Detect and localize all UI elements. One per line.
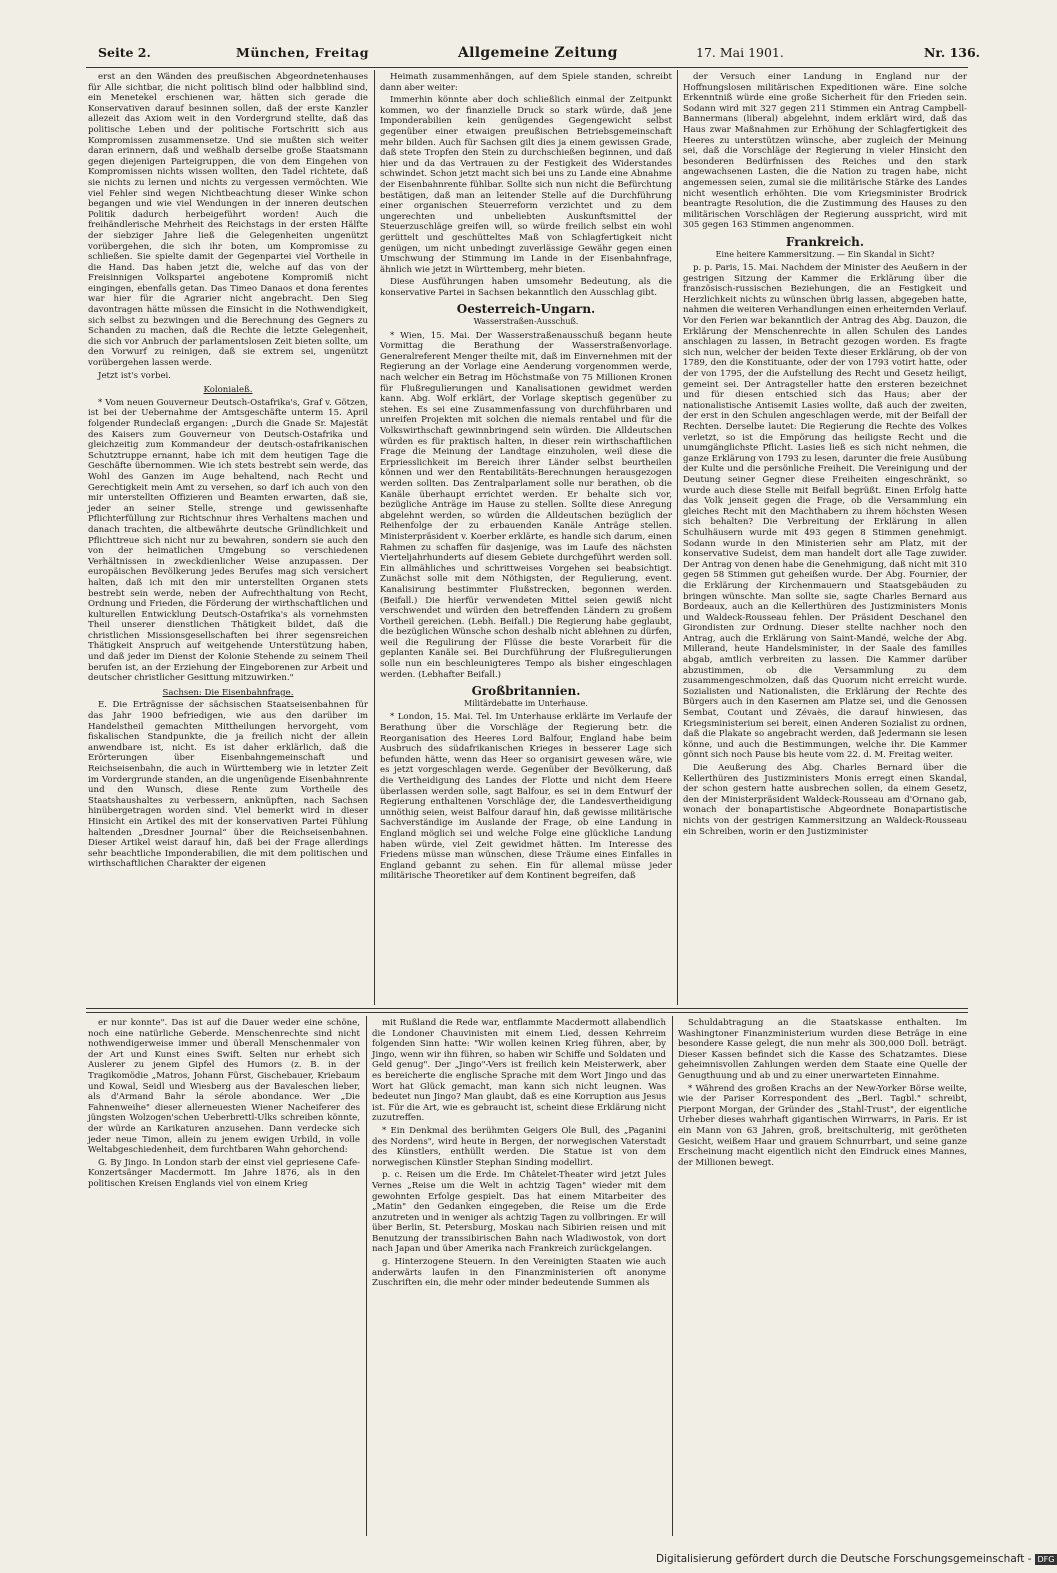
article-text: p. p. Paris, 15. Mai. Nachdem der Minister des Aeußern in der gestrigen Sitzung der Kammer die Erklärung über die französisch-russischen Beziehungen, die an Festigkeit und Herzlichkeit nichts zu wünschen übrig lassen, abgegeben hatte, nahmen die weiteren Verhandlungen einen erheiternden Verlauf. Vor den Ferien war bekanntlich der Antrag des Abg. Dauzon, die Erklärung der Menschenrechte in allen Schulen des Landes anschlagen zu lassen, in Betracht gezogen worden. Es fragte sich nun, welcher der beiden Texte dieser Erklärung, ob der von 1789, den die Konstituante, oder der von 1793 votirt hatte, oder der von 1795, der die Aufstellung des Recht und Gesetz heiligt, gemeint sei. Der Antragsteller hatte den ersteren bezeichnet und für diesen entschied sich das Haus; aber der nationalistische Antisemit Lasies wollte, daß auch der zweiten, der erst in den Schulen angeschlagen werde, mit der Beifall der Rechten. Derselbe lautet: Die Regierung die Rechte des Volkes verletzt, so ist die Empörung das heiligste Recht und die unumgänglichste Pflicht. Lasies ließ es sich nicht nehmen, die ganze Erklärung von 1793 zu lesen, darunter die freie Ausübung der Kulte und die persönliche Freiheit. Die Vereinigung und der Deutung seiner Gegner diese Freiheiten eingeschränkt, so wurde auch diese Stelle mit Beifall begrüßt. Einen Erfolg hatte das Volk jenseit gegen die Frage, ob die Versammlung ein gleiches Recht mit den Machthabern zu ihrem höchsten Wesen sich behalten? Die Verbreitung der Erklärung in allen Schulhäusern wurde mit 493 gegen 8 Stimmen genehmigt. Sodann wurde in den Ministerien sehr am Platz, mit der konservative Sudeist, dem man handelt dort alle Tage zuwider. Der Antrag von denen habe die Genehmigung, daß nicht mit 310 gegen 58 Stimmen gut geheißen wurde. Der Abg. Fournier, der die Erklärung der Kirchenmauern und Staatsgebäuden zu bringen wünschte. Man sollte sie, sagte Charles Bernard aus Bordeaux, auch an die Kellerthüren des Justizministers Monis und Waldeck-Rousseau fehlen. Der Präsident Deschanel den Girondisten zur Ordnung. Dieser stellte nachher noch den Antrag, auch die Erklärung von Saint-Mandé, welche der Abg. Millerand, heute Handelsminister, in der Saale des familles abgab, amtlich verbreiten zu lassen. Die Kammer darüber abzustimmen, ob die Versammlung zu dem zusammengeschmolzen, daß das Quorum nicht erreicht wurde. Sozialisten und Nationalisten, die Erklärung der Rechte des Bürgers auch in den Kasernen am Platze sei, und die Genossen Sembat, Coutant und Zévaès, die darauf hinwiesen, das Kriegsministerium sei bereit, einen Anderen Sozialist zu ordnen, daß die Plakate so angebracht werden, daß Jedermann sie lesen könne, und auch die Bestimmungen, welche ihr. Die Kammer gönnt sich noch Pause bis heute vom 22. d. M. Freitag weiter. (683, 263, 967, 761)
article-text: erst an den Wänden des preußischen Abgeordnetenhauses für Alle sichtbar, die nicht politisch blind oder halbblind sind, ein Menetekel erschienen war, hätten sich gerade die Konservativen darauf besinnen sollen, daß der erste Kanzler allezeit das Axiom weit in den Vordergrund stellte, daß das politische Leben und der politische Fortschritt sich aus Kompromissen zusammensetze. Und sie mußten sich weiter daran erinnern, daß und weßhalb derselbe große Staatsmann gegen diejenigen Parteigruppen, die von dem Eingehen von Kompromissen nichts wissen wollten, den Tadel richtete, daß sie nichts zu lernen und nichts zu vergessen vermöchten. Wie viel Fehler sind wegen Nichtbeachtung dieser Winke schon begangen und wie viel Wendungen in der inneren deutschen Politik dadurch herbeigeführt worden! Auch die freihändlerische Mehrheit des Reichstags in der ersten Hälfte der siebziger Jahre ließ die Gelegenheiten ungenützt vorübergehen, die sich ihr boten, um Kompromisse zu schließen. Sie spielte damit der Gegenpartei viel Vortheile in die Hand. Das haben jetzt die, welche auf das von der Freisinnigen Volkspartei angebotene Kompromiß nicht eingingen, ebenfalls getan. Das Timeo Danaos et dona ferentes war hier für die Agrarier nicht angebracht. Den Sieg davontragen hätte müssen die Einsicht in die Nothwendigkeit, sich selbst zu bezwingen und die Berechnung des Gegners zu Schanden zu machen, daß die Rechte die letzte Gelegenheit, die sich vor Anbruch der parlamentslosen Zeit bieten sollte, um den Vorwurf zu reinigen, daß sie extrem sei, ungenützt vorübergehen lassen werde. (88, 72, 368, 369)
credit-text: Digitalisierung gefördert durch die Deutsche Forschungsgemeinschaft - (656, 1553, 1032, 1565)
newspaper-title: Allgemeine Zeitung (458, 45, 618, 61)
page-number: Seite 2. (98, 45, 151, 60)
article-text: Diese Ausführungen haben umsomehr Bedeutung, als die konservative Partei in Sachsen bekanntlich den Ausschlag gibt. (380, 277, 672, 298)
article-text: * Vom neuen Gouverneur Deutsch-Ostafrika's, Graf v. Götzen, ist bei der Uebernahme der Amtsgeschäfte unterm 15. April folgender Rundeclaß ergangen: „Durch die Gnade Sr. Majestät des Kaisers zum Gouverneur von Deutsch-Ostafrika und gleichzeitig zum Kommandeur der deutsch-ostafrikanischen Schutztruppe ernannt, habe ich mit dem heutigen Tage die Geschäfte übernommen. Wie ich stets bestrebt sein werde, das Wohl des Ganzen im Auge behaltend, nach Recht und Gerechtigkeit mein Amt zu versehen, so darf ich auch von den mir unterstellten Offizieren und Beamten erwarten, daß sie, jeder an seiner Stelle, strenge und gewissenhafte Pflichterfüllung zur Richtschnur ihres Verhaltens machen und danach trachten, die altbewährte deutsche Gründlichkeit und Pflichttreue sich nicht nur zu bewahren, sondern sie auch den von der heimatlichen Umgebung so verschiedenen Verhältnissen in zweckdienlicher Weise anzupassen. Der europäischen Bevölkerung jedes Berufes mag sich versichert halten, daß ich mit den mir unterstellten Organen stets bestrebt sein werde, neben der Aufrechthaltung von Recht, Ordnung und Frieden, die Förderung der wirthschaftlichen und kulturellen Entwicklung Deutsch-Ostafrika's als vornehmsten Theil unserer dienstlichen Thätigkeit bildet, daß die christlichen Missionsgesellschaften bei ihrer segensreichen Thätigkeit Anspruch auf weitgehende Unterstützung haben, und daß jeder im Dienst der Kolonie Stehende zu seinem Theil berufen ist, an der Erziehung der Eingeborenen zur Arbeit und deutscher christlicher Gesittung mitzuwirken." (88, 397, 368, 684)
feuilleton-text: p. c. Reisen um die Erde. Im Châtelet-Theater wird jetzt Jules Vernes „Reise um die Welt in achtzig Tagen" wieder mit dem gewohnten Erfolge gespielt. Das hat einem Mitarbeiter des „Matin" den Gedanken eingegeben, die Reise um die Erde anzutreten und in weniger als achtzig Tagen zu vollbringen. Er will über Berlin, St. Petersburg, Moskau nach Sibirien reisen und mit Benutzung der transsibirischen Bahn nach Wladiwostok, von dort nach Japan und über Amerika nach Frankreich zurückgelangen. (372, 1170, 666, 1255)
section-heading-sachsen: Sachsen: Die Eisenbahnfrage. (162, 687, 294, 698)
article-text: * Wien, 15. Mai. Der Wasserstraßenausschuß begann heute Vormittag die Berathung der Wasserstraßenvorlage. Generalreferent Menger theilte mit, daß im Einvernehmen mit der Regierung an der Vorlage eine Aenderung vorgenommen werde, nach welcher ein Betrag im Höchstmaße von 75 Millionen Kronen für Flußregulierungen und Kanalisationen gewidmet werden kann. Abg. Wolf erklärt, der Vorlage skeptisch gegenüber zu stehen. Es sei eine Zusammenfassung von durchführbaren und unreifen Projekten mit solchen die niemals rentabel und für die Volkswirthschaft gewinnbringend sein würden. Die Alldeutschen würden es für praktisch halten, in dieser rein wirthschaftlichen Frage die Meinung der Landtage einzuholen, weil diese die Erpriesslichkeit im Bereich ihrer Länder selbst beurtheilen können und wer den Rentabilitäts-Berechnungen herausgezogen werden sollten. Das Zentralparlament solle nur berathen, ob die Kanäle überhaupt errichtet werden. Er behalte sich vor, bezügliche Anträge im Hause zu stellen. Sollte diese Anregung abgelehnt werden, so würden die Alldeutschen bezüglich der Reihenfolge der zu erbauenden Kanäle Anträge stellen. Ministerpräsident v. Koerber erklärte, es handle sich darum, einen Rahmen zu schaffen für dasjenige, was im Laufe des nächsten Vierteljahrhunderts auf diesem Gebiete durchgeführt werden soll. Ein allmähliches und schrittweises Vorgehen sei beabsichtigt. Zunächst solle mit dem Nöthigsten, der Regulierung, event. Kanalisirung bestimmter Flußstrecken, begonnen werden. (Beifall.) Die hierfür verwendeten Mittel seien gewiß nicht verschwendet und würden den betreffenden Ländern zu großem Vortheil gereichen. (Lebh. Beifall.) Die Regierung habe geglaubt, die bezüglichen Wünsche schon deshalb nicht ablehnen zu dürfen, weil die Regulirung der Flüsse die beste Vorarbeit für die geplanten Kanäle sei. Bei Durchführung der Flußregulierungen solle nun ein beschleunigteres Tempo als bisher eingeschlagen werden. (Lebhafter Beifall.) (380, 330, 672, 680)
article-text: Jetzt ist's vorbei. (98, 370, 172, 381)
column-3 (683, 72, 967, 1004)
column-1 (88, 72, 368, 1004)
feuilleton-rule-bottom (86, 1012, 968, 1013)
section-subheading-britain: Militärdebatte im Unterhause. (464, 698, 588, 708)
article-text: E. Die Erträgnisse der sächsischen Staatseisenbahnen für das Jahr 1900 befriedigen, wie aus den darüber im Handelstheil gemachten Mittheilungen hervorgeht, vom fiskalischen Standpunkte, die ja freilich nicht der allein anwendbare ist, nicht. Es ist daher erklärlich, daß die Erörterungen über Eisenbahngemeinschaft und Reichseisenbahn, die auch in Württemberg wie in letzter Zeit im Vordergrunde standen, an die ungenügende Eisenbahnrente und den Wunsch, diese Rente zum Vortheile des Staatshaushaltes zu verbessern, anknüpften, nach Sachsen hinübergetragen worden sind. Viel bemerkt wird in dieser Hinsicht ein Artikel des mit der konservativen Partei Fühlung haltenden „Dresdner Journal“ über die Reichseisenbahnen. Dieser Artikel weist darauf hin, daß bei der Frage allerdings sehr beachtliche Imponderabilien, die mit dem politischen und wirthschaftlichen Charakter der eigenen (88, 700, 368, 870)
section-subheading-austria: Wasserstraßen-Ausschuß. (473, 317, 579, 327)
feuilleton-divider-2 (672, 1016, 673, 1536)
dfg-logo: DFG (1035, 1554, 1057, 1565)
feuilleton-column-1 (88, 1018, 360, 1536)
feuilleton-text: mit Rußland die Rede war, entflammte Macdermott allabendlich die Londoner Chauvinisten mit einem Lied, dessen Kehrreim folgenden Sinn hatte: "Wir wollen keinen Krieg führen, aber, by Jingo, wenn wir ihn führen, so haben wir Schiffe und Soldaten und Geld genug". Der „Jingo"-Vers ist freilich kein Meisterwerk, aber es bereicherte die englische Sprache mit dem Wort Jingo und das Wort hat Glück gemacht, man kann sich nicht leugnen. Was bedeutet nun Jingo? Man glaubt, daß es eine Korruption aus Jesus ist. Für die Art, wie es gebraucht ist, scheint diese Erklärung nicht zuzutreffen. (372, 1018, 666, 1124)
section-heading-kolonial: Kolonialeß. (203, 385, 253, 396)
article-text: Immerhin könnte aber doch schließlich einmal der Zeitpunkt kommen, wo der finanzielle Druck so stark würde, daß jene Imponderabilien kein genügendes Gegengewicht selbst gegenüber einer etwaigen preußischen Betriebsgemeinschaft mehr bilden. Auch für Sachsen gilt dies ja einem gewissen Grade, daß stete Tropfen den Stein zu durchschießen beginnen, und daß hier und da das Vertrauen zu der Festigkeit des Widerstandes schwindet. Schon jetzt macht sich bei uns zu Lande eine Abnahme der Eisenbahnrente fühlbar. Sollte sich nun nicht die Befürchtung bestätigen, daß man an leitender Stelle auf die Durchführung einer organischen Steuerreform verzichtet und zu dem ungerechten und unbeliebten Auskunftsmittel der Steuerzuschläge greifen will, so würde freilich selbst ein wohl gerüttelt und geschütteltes Maß von Schlagfertigkeit nicht genügen, um nicht unbedingt zuverlässige Gewähr gegen einen Umschwung der Stimmung im Lande in der Eisenbahnfrage, ähnlich wie jetzt in Württemberg, mehr bieten. (380, 95, 672, 275)
feuilleton-text: G. By Jingo. In London starb der einst viel gepriesene Cafe-Konzertsänger Macdermott. Im Jahre 1876, als in den politischen Kreisen Englands viel von einem Krieg (88, 1157, 360, 1189)
article-text: der Versuch einer Landung in England nur der Hoffnungslosen militärischen Expeditionen wäre. Eine solche Erkenntniß würde eine große Sicherheit für den Frieden sein. Sodann wird mit 327 gegen 211 Stimmen ein Antrag Campbell-Bannermans (liberal) abgelehnt, indem erklärt wird, daß das Haus zwar Maßnahmen zur Erhöhung der Schlagfertigkeit des Heeres zu unterstützen wünsche, aber zugleich der Meinung sei, daß die Vorschläge der Regierung in vieler Hinsicht den besonderen Bedürfnissen des Reiches und den stark angewachsenen Lasten, die die Nation zu tragen habe, nicht angemessen seien, zumal sie die militärische Stärke des Landes nicht wesentlich erhöhten. Die vom Kriegsminister Brodrick beantragte Resolution, die die Zustimmung des Hauses zu den militärischen Vorschlägen der Regierung ausspricht, wird mit 305 gegen 163 Stimmen angenommen. (683, 72, 967, 231)
header-rule (86, 67, 968, 68)
section-heading-france: Frankreich. (785, 234, 865, 249)
section-subheading-france: Eine heitere Kammersitzung. — Ein Skandal in Sicht? (715, 249, 935, 259)
place-day: München, Freitag (236, 45, 370, 60)
section-heading-britain: Großbritannien. (471, 684, 581, 699)
digitization-credit (656, 1553, 1057, 1565)
feuilleton-rule-top (86, 1008, 968, 1009)
column-2 (380, 72, 672, 1004)
feuilleton-text: er nur konnte". Das ist auf die Dauer weder eine schöne, noch eine natürliche Geberde. Menschenrechte sind nicht nothwendigerweise immer und überall Menschenmaler von der Art und Kunst eines Swift. Selten nur erhebt sich Auslerer zu jenem Gipfel des Humors (z. B. in der Tragikomödie „Matros, Johann Fürst, Gischebauer, Kriebaum und Kowal, Seidl und Wiesberg aus der Bavaleschen lieber, als d'Armand Bahr la sérole abondance. Wer „Die Fahnenweihe" dieser allerneuesten Wiener Nacheiferer des jüngsten Wolzogen'schen Ueberbrettl-Ulks schreiben könnte, der würde an Karikaturen anzusehen. Dann verdecke sich jeder neue Timon, allein zu jenem ewigen Urbild, in volle Weltabgeschiedenheit, dem furchtbaren Wahn gehorchend: (88, 1018, 360, 1156)
issue-number: Nr. 136. (924, 45, 981, 60)
feuilleton-column-3 (678, 1018, 967, 1536)
feuilleton-text: g. Hinterzogene Steuern. In den Vereinigten Staaten wie auch anderwärts laufen in den Finanzministerien oft anonyme Zuschriften ein, die mehr oder minder bedeutende Summen als (372, 1257, 666, 1289)
column-divider-1 (374, 70, 375, 1005)
article-text: Die Aeußerung des Abg. Charles Bernard über die Kellerthüren des Justizministers Monis erregt einen Skandal, der schon gestern hatte ausbrechen sollen, da einem Gesetz, den der Ministerpräsident Waldeck-Rousseau am d'Ornano gab, wonach der bonapartistische Abgeordnete Bonapartistische nichts von der gestrigen Kammersitzung an Waldeck-Rousseau ein Schreiben, worin er den Justizminister (683, 763, 967, 837)
feuilleton-text: * Während des großen Krachs an der New-Yorker Börse weilte, wie der Pariser Korrespondent des „Berl. Tagbl." schreibt, Pierpont Morgan, der Gründer des „Stahl-Trust", der eigentliche Urheber dieses wahrhaft gigantischen Wirrwarrs, in Paris. Er ist ein Mann von 63 Jahren, groß, breitschulterig, mit gerötheten Gesicht, weißem Haar und grauem Schnurrbart, und seine ganze Erscheinung macht eigentlich nicht den Eindruck eines Mannes, der Millionen bewegt. (678, 1083, 967, 1168)
feuilleton-column-2 (372, 1018, 666, 1536)
feuilleton-text: Schuldabtragung an die Staatskasse enthalten. Im Washingtoner Finanzministerium wurden diese Beträge in eine besondere Kasse gelegt, die nun mehr als 300,000 Doll. beträgt. Dieser Kassen befindet sich die Kasse des Schatzamtes. Diese geheimnisvollen Zahlungen werden dem Staate eine Quelle der Genugthuung und ab und zu einer unerwarteten Einnahme. (678, 1018, 967, 1081)
page-header (86, 45, 981, 67)
section-heading-austria: Oesterreich-Ungarn. (456, 302, 596, 317)
column-divider-2 (677, 70, 678, 1005)
issue-date: 17. Mai 1901. (696, 45, 784, 60)
article-text: * London, 15. Mai. Tel. Im Unterhause erklärte im Verlaufe der Berathung über die Vorschläge der Regierung betr. die Reorganisation des Heeres Lord Balfour, England habe beim Ausbruch des südafrikanischen Krieges in besserer Lage sich befunden hätte, wenn das Heer so organisirt gewesen wäre, wie es jetzt vorgeschlagen werde. Gegenüber der Bevölkerung, daß die Vertheidigung des Landes der Flotte und nicht dem Heere überlassen werden solle, sagt Balfour, es sei in dem Entwurf der Regierung enthaltenen Vorschläge der, die Landesvertheidigung unnöthig seien, weist Balfour darauf hin, daß gewisse militärische Sachverständige im Auslande der Frage, ob eine Landung in England möglich sei und welche Folge eine glückliche Landung haben würde, viel Zeit gewidmet hätten. Im Interesse des Friedens müsse man wünschen, diese Träume eines Einfalles in England gebannt zu sehen. Ein für allemal müsse jeder militärische Theoretiker auf dem Kontinent begreifen, daß (380, 712, 672, 882)
feuilleton-divider-1 (366, 1016, 367, 1536)
article-text: Heimath zusammenhängen, auf dem Spiele standen, schreibt dann aber weiter: (380, 72, 672, 93)
feuilleton-text: * Ein Denkmal des berühmten Geigers Ole Bull, des „Paganini des Nordens", wird heute in Bergen, der norwegischen Vaterstadt des Künstlers, enthüllt werden. Die Statue ist von dem norwegischen Künstler Stephan Sinding modellirt. (372, 1125, 666, 1168)
